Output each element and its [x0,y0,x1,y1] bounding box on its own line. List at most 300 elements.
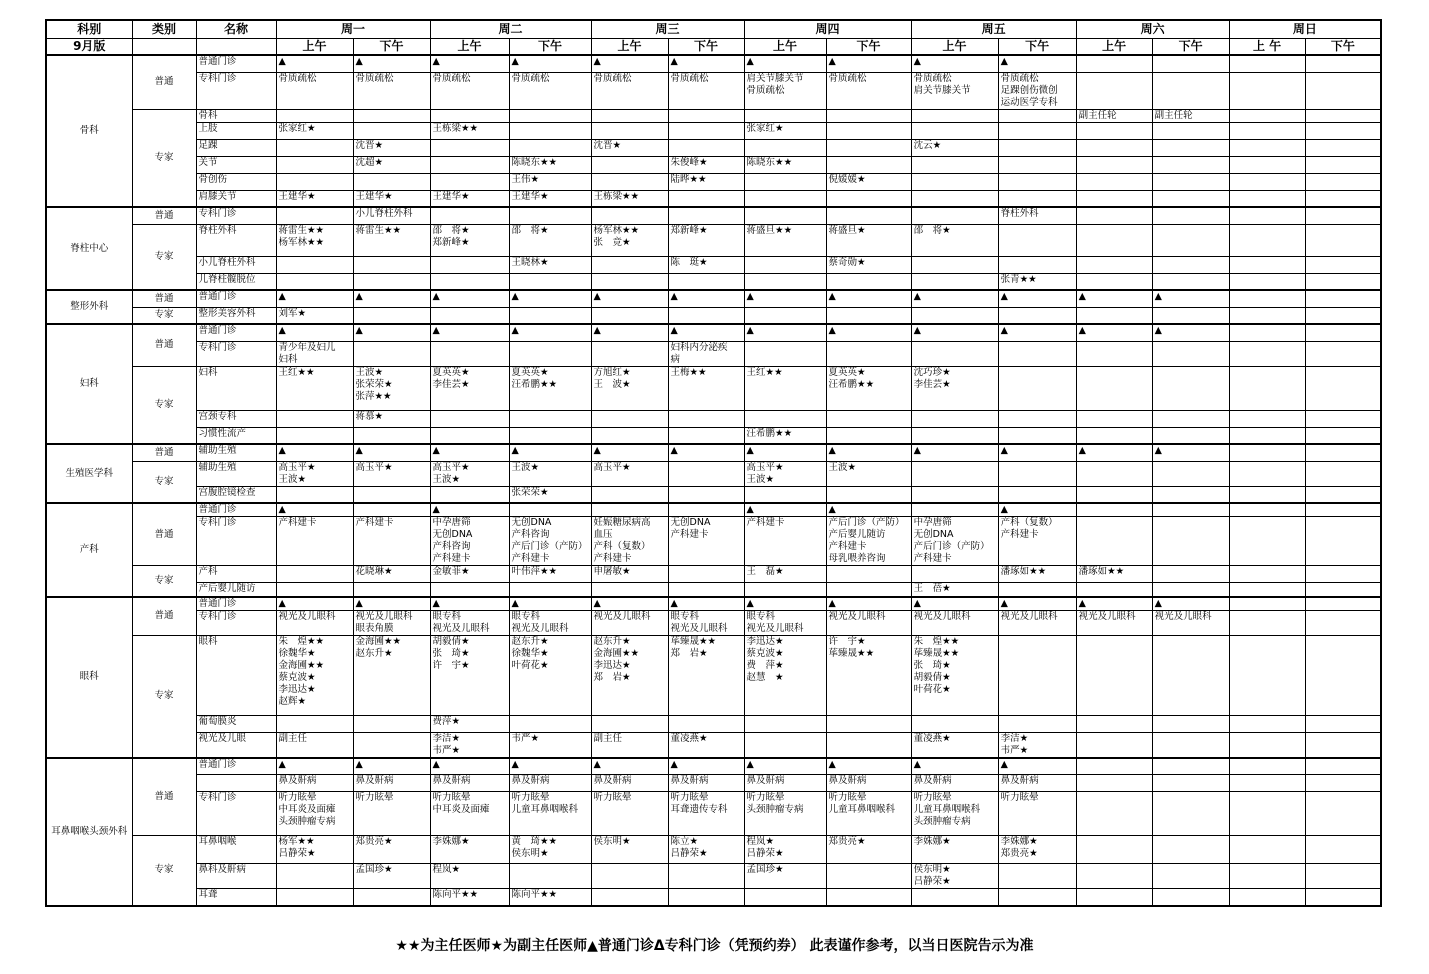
schedule-cell [276,427,353,444]
schedule-cell [1229,889,1305,906]
schedule-cell: 鼻及鼾病 [430,775,509,792]
schedule-cell: ▲ [276,290,353,307]
schedule-cell [591,864,668,889]
header-type: 类别 [132,20,196,38]
type-cell: 普通 [132,324,196,366]
schedule-cell [744,307,826,324]
schedule-cell: 潘琢如★★ [998,566,1076,583]
schedule-cell: ▲ [1076,324,1152,341]
schedule-cell [591,207,668,224]
schedule-cell [1305,444,1381,461]
schedule-cell [826,156,911,173]
schedule-cell [1229,55,1305,72]
schedule-cell: 申屠敏★ [591,566,668,583]
schedule-cell [998,486,1076,503]
schedule-cell [591,889,668,906]
schedule-cell: 鼻及鼾病 [353,775,430,792]
schedule-cell: 陈向平★★ [509,889,591,906]
schedule-cell: 王伟★ [509,173,591,190]
schedule-cell [1229,256,1305,273]
schedule-cell: ▲ [668,55,744,72]
schedule-cell: 副主任 [276,732,353,758]
schedule-cell [591,122,668,139]
clinic-name-cell: 上肢 [196,122,276,139]
clinic-name-cell: 肩膝关节 [196,190,276,207]
clinic-name-cell: 耳聋 [196,889,276,906]
schedule-cell: ▲ [509,597,591,611]
header-half: 下午 [509,38,591,55]
schedule-cell [1076,792,1152,836]
clinic-name-cell: 专科门诊 [196,517,276,566]
schedule-cell: ▲ [826,290,911,307]
schedule-cell [1305,610,1381,635]
schedule-cell [1152,55,1229,72]
dept-cell: 产科 [46,503,132,597]
schedule-cell: 陈晓东★★ [744,156,826,173]
schedule-cell [276,715,353,732]
schedule-cell [1305,792,1381,836]
schedule-cell: 高玉平★ 王波★ [430,461,509,486]
schedule-cell: 汪希鹏★★ [744,427,826,444]
schedule-row [46,307,1381,324]
schedule-cell [1076,410,1152,427]
schedule-row [46,273,1381,290]
schedule-cell [998,173,1076,190]
schedule-cell: ▲ [430,597,509,611]
schedule-cell: 李姝娜★ [911,836,998,864]
schedule-row [46,775,1381,792]
type-cell: 专家 [132,366,196,444]
schedule-cell [591,410,668,427]
schedule-cell: 妊娠糖尿病高 血压 产科（复数） 产科建卡 [591,517,668,566]
schedule-cell [430,341,509,366]
schedule-cell [509,109,591,122]
schedule-cell [1152,715,1229,732]
schedule-cell: ▲ [668,290,744,307]
schedule-cell: 程岚★ 吕静荣★ [744,836,826,864]
dept-cell: 眼科 [46,597,132,758]
schedule-cell: 骨质疏松 肩关节膝关节 [911,72,998,109]
schedule-cell [1152,864,1229,889]
schedule-cell: 胡毅倩★ 张 琦★ 许 宇★ [430,635,509,715]
schedule-cell [826,307,911,324]
schedule-cell [744,139,826,156]
schedule-cell [1076,836,1152,864]
clinic-name-cell: 习惯性流产 [196,427,276,444]
header-day: 周一 [276,20,430,38]
schedule-cell: 高玉平★ [591,461,668,486]
schedule-cell: 夏英英★ 李佳芸★ [430,366,509,410]
schedule-cell [430,410,509,427]
schedule-cell [591,486,668,503]
schedule-cell [911,173,998,190]
schedule-cell: 王红★★ [276,366,353,410]
schedule-cell: 听力眩晕 [998,792,1076,836]
schedule-cell: 夏英英★ 汪希鹏★★ [509,366,591,410]
schedule-cell [1229,635,1305,715]
schedule-cell: 副主任轮 [1152,109,1229,122]
schedule-cell: 花晓琳★ [353,566,430,583]
schedule-cell: ▲ [276,503,353,517]
schedule-cell [1152,732,1229,758]
schedule-cell [668,889,744,906]
schedule-cell [668,427,744,444]
schedule-cell [668,715,744,732]
schedule-cell [509,207,591,224]
schedule-row [46,190,1381,207]
schedule-cell [509,122,591,139]
schedule-cell [1076,55,1152,72]
schedule-cell [509,503,591,517]
schedule-cell: ▲ [591,444,668,461]
schedule-cell: 倪媛媛★ [826,173,911,190]
schedule-cell [744,190,826,207]
schedule-cell: 眼专科 视光及儿眼科 [744,610,826,635]
schedule-cell [826,341,911,366]
schedule-cell [353,122,430,139]
schedule-cell: 高玉平★ 王波★ [744,461,826,486]
clinic-name-cell: 鼻科及鼾病 [196,864,276,889]
schedule-cell [1305,224,1381,256]
schedule-cell [353,889,430,906]
schedule-cell: 鼻及鼾病 [826,775,911,792]
schedule-cell: ▲ [998,444,1076,461]
schedule-cell: 视光及儿眼科 眼表角膜 [353,610,430,635]
schedule-cell: 沈晋★ [591,139,668,156]
schedule-cell [276,156,353,173]
schedule-cell: ▲ [744,758,826,775]
schedule-cell: 张青★★ [998,273,1076,290]
schedule-cell: 视光及儿眼科 [276,610,353,635]
schedule-cell: 鼻及鼾病 [591,775,668,792]
clinic-name-cell: 普通门诊 [196,503,276,517]
schedule-cell: ▲ [744,55,826,72]
schedule-cell: ▲ [826,324,911,341]
schedule-cell: 侯东明★ [591,836,668,864]
schedule-cell: 夏英英★ 汪希鹏★★ [826,366,911,410]
schedule-cell [1305,324,1381,341]
clinic-name-cell: 儿脊柱髋脱位 [196,273,276,290]
schedule-cell [668,207,744,224]
schedule-cell: 王波★ 张荣荣★ 张萍★★ [353,366,430,410]
schedule-cell [911,461,998,486]
schedule-cell: 赵东升★ 徐魏华★ 叶荷花★ [509,635,591,715]
schedule-cell [744,207,826,224]
schedule-cell: ▲ [744,324,826,341]
header-half: 上午 [911,38,998,55]
schedule-cell [668,486,744,503]
schedule-cell [430,583,509,597]
schedule-cell [1152,775,1229,792]
schedule-cell: 听力眩晕 儿童耳鼻咽喉科 [509,792,591,836]
schedule-cell [998,307,1076,324]
schedule-cell [911,122,998,139]
schedule-cell [276,207,353,224]
clinic-name-cell: 专科门诊 [196,610,276,635]
schedule-cell: ▲ [591,55,668,72]
schedule-cell: 听力眩晕 儿童耳鼻咽喉科 头颈肿瘤专病 [911,792,998,836]
schedule-cell [1229,273,1305,290]
schedule-cell [276,273,353,290]
schedule-cell [509,427,591,444]
type-cell: 普通 [132,758,196,836]
schedule-cell [591,156,668,173]
schedule-cell [1076,273,1152,290]
schedule-cell: 骨质疏松 [276,72,353,109]
schedule-cell: ▲ [826,55,911,72]
schedule-cell: 骨质疏松 [591,72,668,109]
schedule-cell [430,307,509,324]
schedule-row [46,864,1381,889]
schedule-cell [1305,256,1381,273]
header-half: 下午 [826,38,911,55]
schedule-cell: ▲ [911,55,998,72]
schedule-cell [826,109,911,122]
schedule-cell: 肩关节膝关节 骨质疏松 [744,72,826,109]
clinic-name-cell [196,775,276,792]
clinic-name-cell: 产科 [196,566,276,583]
dept-cell: 骨科 [46,55,132,207]
schedule-row [46,610,1381,635]
schedule-cell [430,486,509,503]
schedule-cell: 王建华★ [353,190,430,207]
schedule-cell: ▲ [276,324,353,341]
schedule-row [46,256,1381,273]
schedule-cell [430,156,509,173]
schedule-cell [1305,273,1381,290]
schedule-cell: 朱 煌★★ 徐魏华★ 金海圃★★ 蔡克波★ 李迅达★ 赵辉★ [276,635,353,715]
schedule-cell [826,139,911,156]
schedule-cell: 王栋梁★★ [591,190,668,207]
schedule-cell [668,307,744,324]
clinic-name-cell: 宫腹腔镜检查 [196,486,276,503]
schedule-cell: 视光及儿眼科 [826,610,911,635]
schedule-cell [1305,307,1381,324]
schedule-cell [509,715,591,732]
schedule-cell: 无创DNA 产科建卡 [668,517,744,566]
header-day: 周日 [1229,20,1381,38]
clinic-name-cell: 耳鼻咽喉 [196,836,276,864]
clinic-name-cell: 骨科 [196,109,276,122]
schedule-cell [668,190,744,207]
schedule-cell [1305,109,1381,122]
schedule-cell [826,427,911,444]
schedule-cell [1305,732,1381,758]
schedule-cell [668,139,744,156]
schedule-cell: ▲ [276,597,353,611]
schedule-cell [744,732,826,758]
schedule-cell [744,583,826,597]
schedule-cell: 王建华★ [276,190,353,207]
schedule-cell: ▲ [998,55,1076,72]
schedule-cell: ▲ [591,597,668,611]
empty-cell [196,38,276,55]
schedule-cell: 张荣荣★ [509,486,591,503]
clinic-schedule-table [45,19,1382,907]
schedule-cell [1152,583,1229,597]
schedule-cell [353,273,430,290]
schedule-cell: ▲ [353,324,430,341]
schedule-cell [1152,122,1229,139]
schedule-cell [1305,583,1381,597]
schedule-cell [1229,224,1305,256]
schedule-cell [911,156,998,173]
clinic-name-cell: 宫颈专科 [196,410,276,427]
schedule-cell [1152,173,1229,190]
schedule-cell [1076,758,1152,775]
schedule-cell [276,583,353,597]
schedule-cell [353,341,430,366]
schedule-cell [430,427,509,444]
schedule-cell [1229,732,1305,758]
schedule-row [46,341,1381,366]
schedule-cell [744,715,826,732]
schedule-cell: ▲ [668,444,744,461]
header-half: 上 午 [1229,38,1305,55]
schedule-cell: 蒋雷生★★ [353,224,430,256]
schedule-cell: 韦严★ [509,732,591,758]
schedule-cell [1305,889,1381,906]
schedule-cell: ▲ [911,324,998,341]
schedule-cell [430,173,509,190]
schedule-cell: 王晓林★ [509,256,591,273]
schedule-cell [353,256,430,273]
schedule-cell [826,190,911,207]
header-half: 上午 [430,38,509,55]
schedule-cell: ▲ [591,758,668,775]
schedule-cell [1305,503,1381,517]
schedule-cell: 王 蓓★ [911,583,998,597]
schedule-cell [591,583,668,597]
schedule-cell: ▲ [509,290,591,307]
schedule-cell [911,486,998,503]
header-half: 上午 [1076,38,1152,55]
schedule-cell: 骨质疏松 [430,72,509,109]
schedule-cell [276,486,353,503]
schedule-cell: ▲ [911,444,998,461]
schedule-cell: 王波★ [826,461,911,486]
schedule-cell: 孟国珍★ [744,864,826,889]
schedule-cell [1229,109,1305,122]
schedule-cell [1076,341,1152,366]
schedule-cell [744,889,826,906]
schedule-cell [1076,224,1152,256]
schedule-cell: 高玉平★ [353,461,430,486]
schedule-cell [744,410,826,427]
schedule-cell [998,256,1076,273]
schedule-cell [911,427,998,444]
schedule-cell: 产科（复数） 产科建卡 [998,517,1076,566]
schedule-cell [1305,486,1381,503]
schedule-cell: ▲ [668,597,744,611]
schedule-cell [1229,583,1305,597]
schedule-cell: ▲ [826,758,911,775]
schedule-cell: 李迅达★ 蔡克波★ 费 萍★ 赵慧 ★ [744,635,826,715]
schedule-cell: ▲ [353,290,430,307]
schedule-cell [826,486,911,503]
schedule-cell [1229,156,1305,173]
schedule-cell: 费萍★ [430,715,509,732]
schedule-cell: 视光及儿眼科 [998,610,1076,635]
schedule-cell [1229,72,1305,109]
schedule-cell [1152,273,1229,290]
clinic-name-cell: 小儿脊柱外科 [196,256,276,273]
schedule-row [46,715,1381,732]
schedule-row [46,792,1381,836]
schedule-row [46,139,1381,156]
schedule-cell [911,273,998,290]
schedule-cell: 陆晔★★ [668,173,744,190]
schedule-cell: 张家红★ [276,122,353,139]
clinic-name-cell: 辅助生殖 [196,444,276,461]
clinic-name-cell: 普通门诊 [196,324,276,341]
schedule-cell [998,139,1076,156]
schedule-cell: 杨军林★★ 张 竞★ [591,224,668,256]
schedule-cell [998,224,1076,256]
schedule-cell [744,486,826,503]
schedule-cell: 眼专科 视光及儿眼科 [509,610,591,635]
schedule-cell: 中孕唐筛 无创DNA 产后门诊（产防） 产科建卡 [911,517,998,566]
schedule-cell [1305,836,1381,864]
header-half: 下午 [998,38,1076,55]
schedule-cell: 王梅★★ [668,366,744,410]
schedule-cell: ▲ [998,597,1076,611]
schedule-cell: ▲ [430,324,509,341]
schedule-cell [1076,864,1152,889]
schedule-cell [1305,341,1381,366]
schedule-cell [509,583,591,597]
schedule-cell [744,341,826,366]
schedule-cell: 听力眩晕 耳聋遗传专科 [668,792,744,836]
type-cell: 专家 [132,566,196,597]
schedule-cell: 骨质疏松 [826,72,911,109]
schedule-cell [744,173,826,190]
schedule-cell [1076,207,1152,224]
schedule-cell: 沈晋★ [353,139,430,156]
clinic-name-cell: 眼科 [196,635,276,715]
schedule-cell [826,715,911,732]
schedule-cell: ▲ [911,597,998,611]
header-day: 周五 [911,20,1076,38]
schedule-cell: ▲ [668,758,744,775]
schedule-cell: 孟国珍★ [353,864,430,889]
schedule-cell: ▲ [1152,290,1229,307]
schedule-cell: 骨质疏松 [353,72,430,109]
schedule-cell: 朱 煌★★ 荜臻晟★★ 张 琦★ 胡毅倩★ 叶荷花★ [911,635,998,715]
type-cell: 普通 [132,444,196,461]
schedule-cell [1076,366,1152,410]
schedule-row [46,366,1381,410]
schedule-row [46,173,1381,190]
schedule-row [46,444,1381,461]
schedule-cell [276,139,353,156]
schedule-cell: 副主任轮 [1076,109,1152,122]
schedule-cell [1229,792,1305,836]
schedule-cell [1305,427,1381,444]
schedule-cell: 蒋雷生★★ 杨军林★★ [276,224,353,256]
schedule-cell [998,156,1076,173]
schedule-cell: 王栋梁★★ [430,122,509,139]
schedule-cell [826,410,911,427]
schedule-cell: ▲ [668,324,744,341]
schedule-row [46,72,1381,109]
schedule-cell [1076,122,1152,139]
schedule-row [46,122,1381,139]
schedule-cell: 王红★★ [744,366,826,410]
schedule-cell: ▲ [744,597,826,611]
schedule-cell: ▲ [353,55,430,72]
schedule-cell: 鼻及鼾病 [911,775,998,792]
